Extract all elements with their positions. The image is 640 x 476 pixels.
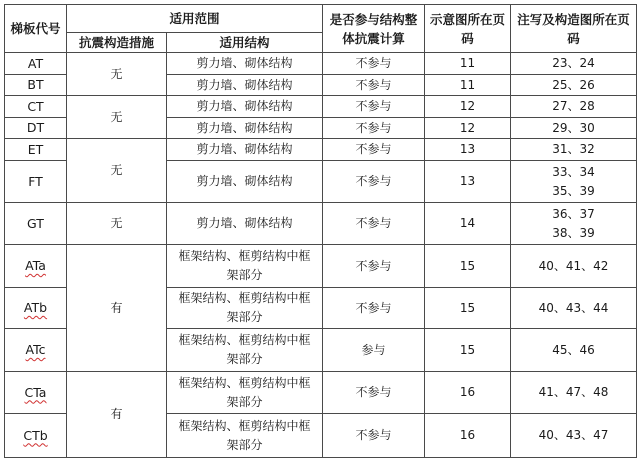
cell-stair-code bbox=[5, 372, 67, 414]
cell-stair-code bbox=[5, 139, 67, 161]
cell-schematic-page: 15 bbox=[425, 329, 511, 372]
cell-notes-page: 40、43、44 bbox=[511, 288, 637, 329]
cell-notes-page: 25、26 bbox=[511, 75, 637, 96]
cell-stair-code bbox=[5, 203, 67, 245]
cell-schematic-page: 13 bbox=[425, 161, 511, 203]
cell-participate: 不参与 bbox=[323, 161, 425, 203]
cell-notes-page: 23、24 bbox=[511, 53, 637, 75]
cell-stair-code bbox=[5, 245, 67, 288]
cell-schematic-page: 11 bbox=[425, 75, 511, 96]
table-body bbox=[5, 53, 637, 458]
cell-structure: 框架结构、框剪结构中框 架部分 bbox=[167, 245, 323, 288]
cell-participate: 不参与 bbox=[323, 118, 425, 139]
cell-schematic-page: 14 bbox=[425, 203, 511, 245]
cell-participate: 不参与 bbox=[323, 288, 425, 329]
cell-notes-page: 29、30 bbox=[511, 118, 637, 139]
cell-stair-code bbox=[5, 118, 67, 139]
table-row bbox=[5, 96, 637, 118]
cell-structure: 框架结构、框剪结构中框 架部分 bbox=[167, 288, 323, 329]
cell-participate: 不参与 bbox=[323, 75, 425, 96]
header-stair-code bbox=[5, 5, 67, 53]
header-schematic-page: 示意图所在页码 bbox=[425, 5, 511, 53]
cell-participate: 不参与 bbox=[323, 203, 425, 245]
cell-structure: 剪力墙、砌体结构 bbox=[167, 96, 323, 118]
cell-stair-code bbox=[5, 161, 67, 203]
stair-code-text: AT bbox=[27, 55, 44, 71]
cell-structure: 剪力墙、砌体结构 bbox=[167, 139, 323, 161]
cell-schematic-page: 11 bbox=[425, 53, 511, 75]
cell-schematic-page: 16 bbox=[425, 372, 511, 414]
cell-notes-page: 36、37 38、39 bbox=[511, 203, 637, 245]
stair-code-text: CTb bbox=[23, 427, 48, 443]
cell-seismic-measure: 无 bbox=[67, 96, 167, 139]
cell-schematic-page: 12 bbox=[425, 96, 511, 118]
cell-participate: 不参与 bbox=[323, 245, 425, 288]
stair-type-table bbox=[4, 4, 637, 458]
cell-structure: 剪力墙、砌体结构 bbox=[167, 161, 323, 203]
table-row bbox=[5, 245, 637, 288]
cell-participate: 参与 bbox=[323, 329, 425, 372]
header-scope: 适用范围 bbox=[67, 5, 323, 33]
cell-structure: 框架结构、框剪结构中框 架部分 bbox=[167, 329, 323, 372]
cell-participate: 不参与 bbox=[323, 96, 425, 118]
cell-structure: 框架结构、框剪结构中框 架部分 bbox=[167, 414, 323, 458]
cell-seismic-measure: 有 bbox=[67, 245, 167, 372]
stair-code-text: ATa bbox=[25, 258, 46, 273]
cell-seismic-measure: 无 bbox=[67, 203, 167, 245]
cell-schematic-page: 13 bbox=[425, 139, 511, 161]
cell-notes-page: 31、32 bbox=[511, 139, 637, 161]
stair-code-text: DT bbox=[26, 120, 45, 135]
stair-code-text: GT bbox=[27, 215, 44, 231]
header-notes-page: 注写及构造图所在页码 bbox=[511, 5, 637, 53]
cell-schematic-page: 15 bbox=[425, 245, 511, 288]
cell-stair-code bbox=[5, 53, 67, 75]
cell-notes-page: 45、46 bbox=[511, 329, 637, 372]
cell-stair-code bbox=[5, 329, 67, 372]
cell-stair-code bbox=[5, 288, 67, 329]
cell-notes-page: 27、28 bbox=[511, 96, 637, 118]
stair-code-text: FT bbox=[28, 173, 43, 189]
cell-notes-page: 33、34 35、39 bbox=[511, 161, 637, 203]
cell-structure: 剪力墙、砌体结构 bbox=[167, 203, 323, 245]
cell-schematic-page: 12 bbox=[425, 118, 511, 139]
cell-schematic-page: 15 bbox=[425, 288, 511, 329]
stair-code-text: ATc bbox=[25, 342, 46, 357]
cell-structure: 框架结构、框剪结构中框 架部分 bbox=[167, 372, 323, 414]
stair-code-text: ET bbox=[27, 141, 44, 157]
header-participate: 是否参与结构整体抗震计算 bbox=[323, 5, 425, 53]
header-structure: 适用结构 bbox=[167, 33, 323, 53]
cell-participate: 不参与 bbox=[323, 372, 425, 414]
cell-participate: 不参与 bbox=[323, 414, 425, 458]
stair-code-text: ATb bbox=[23, 300, 48, 315]
cell-stair-code bbox=[5, 96, 67, 118]
cell-notes-page: 40、41、42 bbox=[511, 245, 637, 288]
table-row bbox=[5, 203, 637, 245]
cell-stair-code bbox=[5, 414, 67, 458]
cell-notes-page: 40、43、47 bbox=[511, 414, 637, 458]
cell-schematic-page: 16 bbox=[425, 414, 511, 458]
table-row bbox=[5, 53, 637, 75]
cell-structure: 剪力墙、砌体结构 bbox=[167, 118, 323, 139]
cell-seismic-measure: 有 bbox=[67, 372, 167, 458]
cell-structure: 剪力墙、砌体结构 bbox=[167, 75, 323, 96]
stair-code-text: BT bbox=[27, 77, 44, 92]
cell-stair-code bbox=[5, 75, 67, 96]
stair-code-text: CT bbox=[27, 98, 44, 114]
header-stair-code-text: 梯板代号 bbox=[10, 21, 61, 36]
cell-participate: 不参与 bbox=[323, 53, 425, 75]
cell-seismic-measure: 无 bbox=[67, 53, 167, 96]
cell-participate: 不参与 bbox=[323, 139, 425, 161]
cell-structure: 剪力墙、砌体结构 bbox=[167, 53, 323, 75]
table-row bbox=[5, 139, 637, 161]
header-seismic-measure: 抗震构造措施 bbox=[67, 33, 167, 53]
cell-notes-page: 41、47、48 bbox=[511, 372, 637, 414]
cell-seismic-measure: 无 bbox=[67, 139, 167, 203]
table-row bbox=[5, 372, 637, 414]
stair-code-text: CTa bbox=[24, 384, 47, 400]
